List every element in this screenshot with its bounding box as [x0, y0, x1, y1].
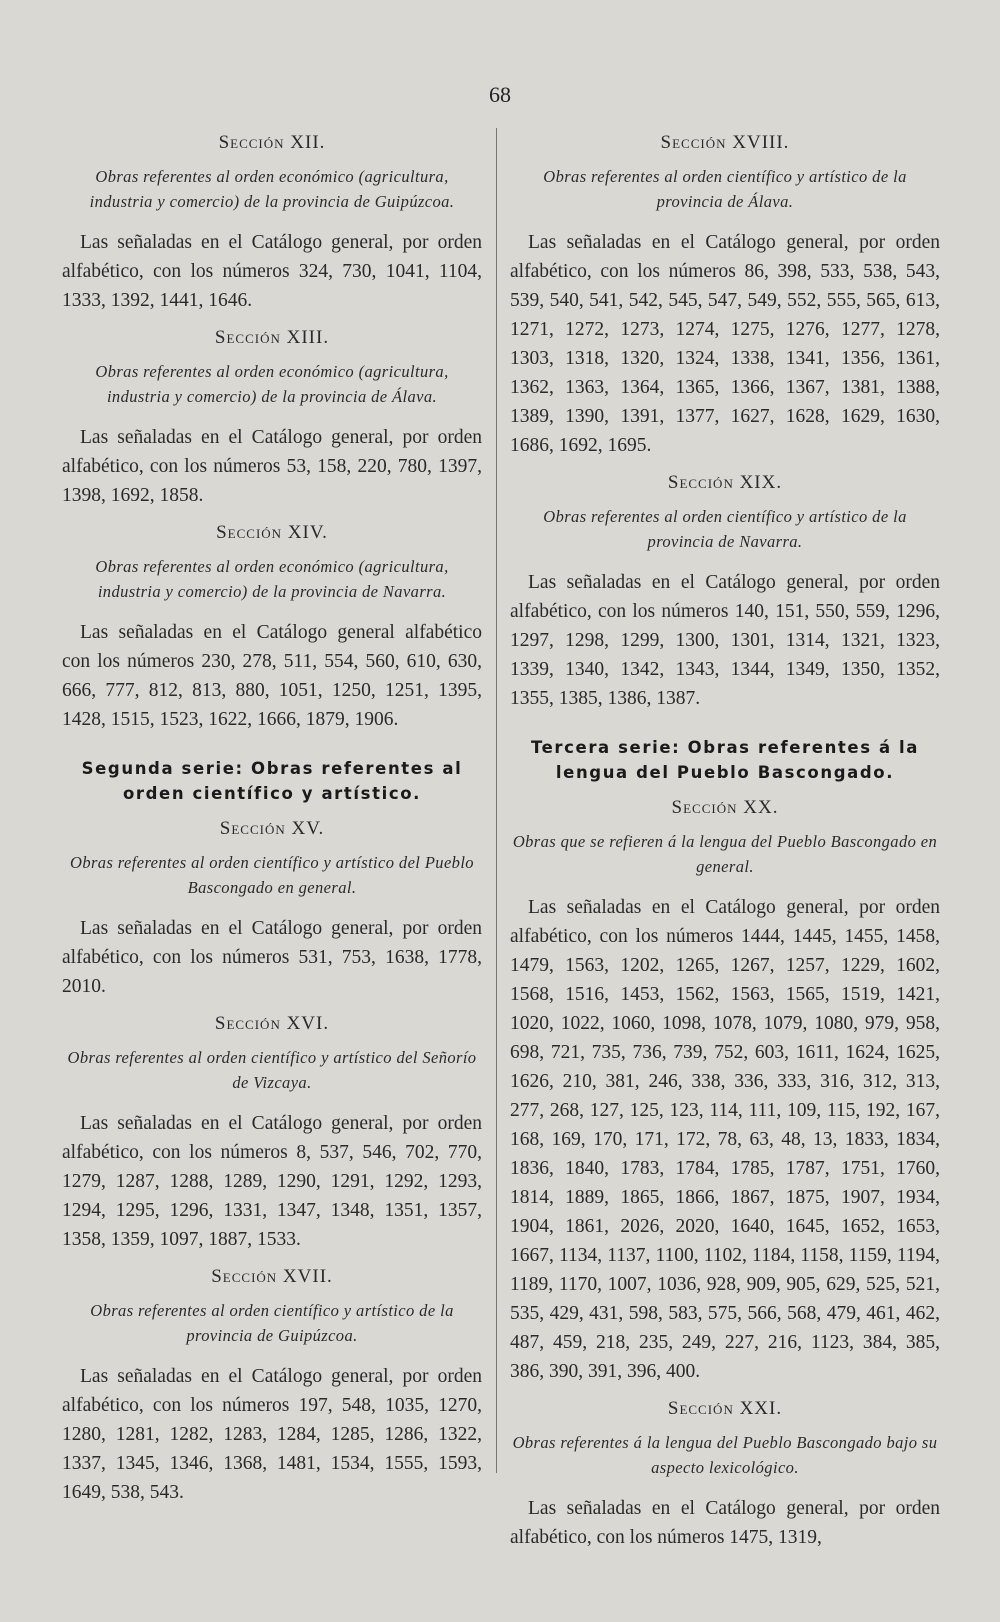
section-subtitle: Obras referentes al orden económico (agricultura, industria y comercio) de la provincia de Navarra. — [95, 557, 449, 601]
section-body: Las señaladas en el Catálogo general, por orden alfabético, con los números 8, 537, 546, 702, 770, 1279, 1287, 1288, 1289, 1290, 1291, 1292, 1293, 1294, 1295, 1296, 1331, 1347, 1348, 1351, 1357, 1358, 1359, 1097, 1887, 1533. — [62, 1113, 482, 1250]
column-divider — [496, 128, 497, 1473]
section-xvii — [62, 1266, 482, 1507]
section-body: Las señaladas en el Catálogo general, por orden alfabético, con los números 197, 548, 1035, 1270, 1280, 1281, 1282, 1283, 1284, 1285, 1286, 1322, 1337, 1345, 1346, 1368, 1481, 1534, 1555, 1593, 1649, 538, 543. — [62, 1366, 482, 1503]
section-xii — [62, 132, 482, 315]
section-xxi — [510, 1398, 940, 1552]
section-xix — [510, 472, 940, 713]
left-column — [62, 120, 482, 1517]
section-subtitle: Obras referentes al orden científico y artístico de la provincia de Álava. — [543, 167, 907, 211]
section-subtitle: Obras referentes al orden económico (agricultura, industria y comercio) de la provincia de Álava. — [95, 362, 449, 406]
section-xvi — [62, 1013, 482, 1254]
section-subtitle: Obras referentes al orden científico y artístico del Pueblo Bascongado en general. — [70, 853, 474, 897]
section-title: Sección XIX. — [667, 472, 783, 493]
right-column — [510, 120, 940, 1562]
series-heading-tercera: Tercera serie: Obras referentes á la lengua del Pueblo Bascongado. — [530, 738, 920, 782]
section-body: Las señaladas en el Catálogo general, por orden alfabético, con los números 1444, 1445, 1455, 1458, 1479, 1563, 1202, 1265, 1267, 1257, 1229, 1602, 1568, 1516, 1453, 1562, 1563, 1565, 1519, 1421, 1020, 1022, 1060, 1098, 1078, 1079, 1080, 979, 958, 698, 721, 735, 736, 739, 752, 603, 1611, 1624, 1625, 1626, 210, 381, 246, 338, 336, 333, 316, 312, 313, 277, 268, 127, 125, 123, 114, 111, 109, 115, 192, 167, 168, 169, 170, 171, 172, 78, 63, 48, 13, 1833, 1834, 1836, 1840, 1783, 1784, 1785, 1787, 1751, 1760, 1814, 1889, 1865, 1866, 1867, 1875, 1907, 1934, 1904, 1861, 2026, 2020, 1640, 1645, 1652, 1653, 1667, 1134, 1137, 1100, 1102, 1184, 1158, 1159, 1194, 1189, 1170, 1007, 1036, 928, 909, 905, 629, 525, 521, 535, 429, 431, 598, 583, 575, 566, 568, 479, 461, 462, 487, 459, 218, 235, 249, 227, 216, 1123, 384, 385, 386, 390, 391, 396, 400. — [510, 897, 940, 1382]
section-xiv — [62, 522, 482, 734]
section-xiii — [62, 327, 482, 510]
section-subtitle: Obras referentes al orden científico y artístico de la provincia de Navarra. — [543, 507, 907, 551]
section-body: Las señaladas en el Catálogo general, por orden alfabético, con los números 324, 730, 1041, 1104, 1333, 1392, 1441, 1646. — [62, 232, 482, 311]
page-number: 68 — [489, 82, 511, 107]
section-title: Sección XVII. — [211, 1266, 333, 1287]
section-body: Las señaladas en el Catálogo general, por orden alfabético, con los números 140, 151, 550, 559, 1296, 1297, 1298, 1299, 1300, 1301, 1314, 1321, 1323, 1339, 1340, 1342, 1343, 1344, 1349, 1350, 1352, 1355, 1385, 1386, 1387. — [510, 572, 940, 709]
section-title: Sección XV. — [219, 818, 325, 839]
section-subtitle: Obras referentes al orden económico (agricultura, industria y comercio) de la provincia de Guipúzcoa. — [89, 167, 455, 211]
section-body: Las señaladas en el Catálogo general alfabético con los números 230, 278, 511, 554, 560, 610, 630, 666, 777, 812, 813, 880, 1051, 1250, 1251, 1395, 1428, 1515, 1523, 1622, 1666, 1879, 1906. — [62, 622, 482, 730]
section-title: Sección XII. — [218, 132, 326, 153]
section-body: Las señaladas en el Catálogo general, por orden alfabético, con los números 531, 753, 1638, 1778, 2010. — [62, 918, 482, 997]
series-heading-segunda: Segunda serie: Obras referentes al orden científico y artístico. — [81, 759, 463, 803]
section-title: Sección XVI. — [214, 1013, 330, 1034]
section-subtitle: Obras referentes á la lengua del Pueblo Bascongado bajo su aspecto lexicológico. — [512, 1433, 938, 1477]
section-body: Las señaladas en el Catálogo general, por orden alfabético, con los números 86, 398, 533, 538, 543, 539, 540, 541, 542, 545, 547, 549, 552, 555, 565, 613, 1271, 1272, 1273, 1274, 1275, 1276, 1277, 1278, 1303, 1318, 1320, 1324, 1338, 1341, 1356, 1361, 1362, 1363, 1364, 1365, 1366, 1367, 1381, 1388, 1389, 1390, 1391, 1377, 1627, 1628, 1629, 1630, 1686, 1692, 1695. — [510, 232, 940, 456]
section-xx — [510, 797, 940, 1386]
section-title: Sección XIII. — [214, 327, 330, 348]
section-title: Sección XXI. — [667, 1398, 783, 1419]
section-body: Las señaladas en el Catálogo general, por orden alfabético, con los números 53, 158, 220, 780, 1397, 1398, 1692, 1858. — [62, 427, 482, 506]
section-xviii — [510, 132, 940, 460]
section-xv — [62, 818, 482, 1001]
section-body: Las señaladas en el Catálogo general, por orden alfabético, con los números 1475, 1319, — [510, 1498, 940, 1548]
section-title: Sección XVIII. — [660, 132, 790, 153]
section-title: Sección XX. — [671, 797, 779, 818]
section-subtitle: Obras que se refieren á la lengua del Pueblo Bascongado en general. — [512, 832, 938, 876]
section-subtitle: Obras referentes al orden científico y artístico de la provincia de Guipúzcoa. — [90, 1301, 454, 1345]
section-subtitle: Obras referentes al orden científico y artístico del Señorío de Vizcaya. — [67, 1048, 477, 1092]
section-title: Sección XIV. — [216, 522, 328, 543]
